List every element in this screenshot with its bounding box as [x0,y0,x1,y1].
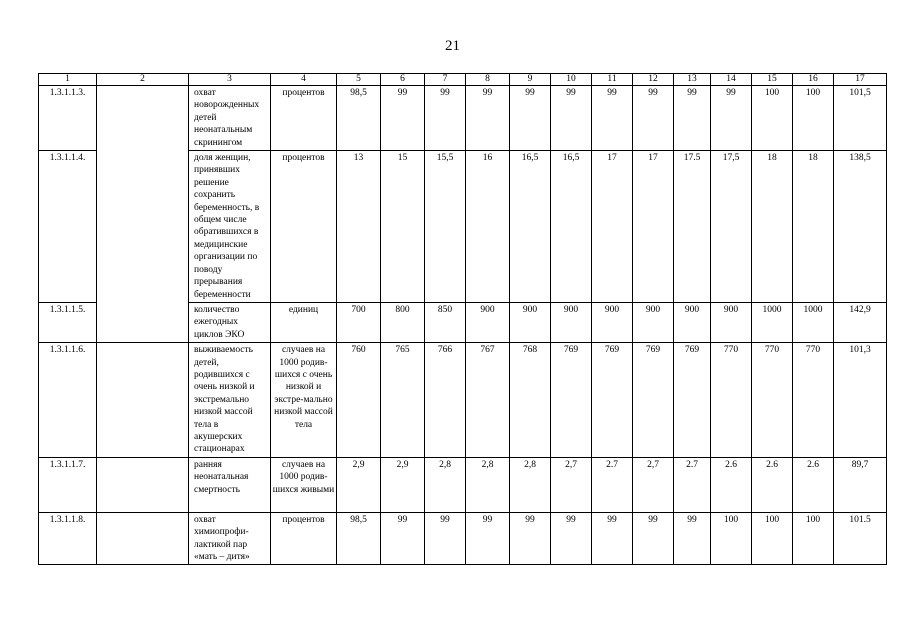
value-cell: 900 [592,302,633,342]
value-cell: 2.7 [592,457,633,512]
header-cell: 17 [834,74,887,86]
row-code-cell: 1.3.1.1.5. [39,302,97,342]
header-cell: 16 [793,74,834,86]
header-cell: 14 [711,74,752,86]
value-cell: 99 [551,86,592,151]
unit-cell: случаев на 1000 родив-шихся с очень низкой и экстре-мально низкой массой тела [271,343,337,458]
row-code-cell: 1.3.1.1.4. [39,151,97,303]
value-cell: 769 [674,343,711,458]
indicator-name-cell: ранняя неонатальная смертность [189,457,271,512]
table-row [39,512,887,565]
header-cell: 9 [510,74,551,86]
value-cell: 2,7 [551,457,592,512]
value-cell: 13 [337,151,381,303]
value-cell: 769 [551,343,592,458]
value-cell: 89,7 [834,457,887,512]
value-cell: 16 [466,151,510,303]
column-2-cell [97,343,189,458]
value-cell: 17 [592,151,633,303]
value-cell: 765 [381,343,425,458]
value-cell: 100 [711,512,752,565]
value-cell: 99 [711,86,752,151]
value-cell: 101.5 [834,512,887,565]
value-cell: 99 [633,86,674,151]
unit-cell: процентов [271,512,337,565]
indicator-table [38,73,887,565]
value-cell: 2.7 [674,457,711,512]
value-cell: 99 [592,512,633,565]
value-cell: 100 [793,86,834,151]
value-cell: 2,9 [381,457,425,512]
value-cell: 769 [633,343,674,458]
header-cell: 13 [674,74,711,86]
value-cell: 101,5 [834,86,887,151]
value-cell: 766 [425,343,466,458]
value-cell: 800 [381,302,425,342]
value-cell: 15 [381,151,425,303]
value-cell: 99 [466,512,510,565]
value-cell: 99 [674,512,711,565]
value-cell: 2.6 [793,457,834,512]
header-row [39,74,887,86]
indicator-name-cell: доля женщин, принявших решение сохранить беременность, в общем числе обратившихся в медицинские организации по поводу прерывания беременности [189,151,271,303]
value-cell: 99 [674,86,711,151]
row-code-cell: 1.3.1.1.8. [39,512,97,565]
unit-cell: случаев на 1000 родив-шихся живыми [271,457,337,512]
value-cell: 99 [551,512,592,565]
value-cell: 900 [633,302,674,342]
header-cell: 7 [425,74,466,86]
value-cell: 99 [592,86,633,151]
value-cell: 1000 [752,302,793,342]
value-cell: 17 [633,151,674,303]
value-cell: 17.5 [674,151,711,303]
value-cell: 99 [425,512,466,565]
value-cell: 15,5 [425,151,466,303]
column-2-cell [97,512,189,565]
value-cell: 100 [752,86,793,151]
value-cell: 100 [793,512,834,565]
header-cell: 11 [592,74,633,86]
header-cell: 2 [97,74,189,86]
value-cell: 99 [425,86,466,151]
value-cell: 99 [466,86,510,151]
value-cell: 769 [592,343,633,458]
value-cell: 17,5 [711,151,752,303]
value-cell: 700 [337,302,381,342]
page-number: 21 [445,38,460,54]
value-cell: 2,8 [466,457,510,512]
header-cell: 5 [337,74,381,86]
header-cell: 4 [271,74,337,86]
value-cell: 2,7 [633,457,674,512]
value-cell: 99 [510,512,551,565]
value-cell: 2.6 [711,457,752,512]
header-cell: 3 [189,74,271,86]
value-cell: 900 [466,302,510,342]
value-cell: 138,5 [834,151,887,303]
value-cell: 100 [752,512,793,565]
header-cell: 8 [466,74,510,86]
row-code-cell: 1.3.1.1.3. [39,86,97,151]
value-cell: 99 [381,512,425,565]
row-code-cell: 1.3.1.1.6. [39,343,97,458]
value-cell: 2,8 [510,457,551,512]
table-row [39,457,887,512]
unit-cell: единиц [271,302,337,342]
value-cell: 2,8 [425,457,466,512]
value-cell: 900 [674,302,711,342]
value-cell: 101,3 [834,343,887,458]
column-2-cell [97,457,189,512]
row-code-cell: 1.3.1.1.7. [39,457,97,512]
value-cell: 760 [337,343,381,458]
value-cell: 98,5 [337,86,381,151]
value-cell: 770 [752,343,793,458]
value-cell: 99 [633,512,674,565]
value-cell: 1000 [793,302,834,342]
value-cell: 767 [466,343,510,458]
header-cell: 6 [381,74,425,86]
merged-column-2-cell [97,86,189,343]
value-cell: 98,5 [337,512,381,565]
value-cell: 768 [510,343,551,458]
value-cell: 142,9 [834,302,887,342]
header-cell: 1 [39,74,97,86]
value-cell: 18 [793,151,834,303]
indicator-name-cell: выживаемость детей, родившихся с очень низкой и экстремально низкой массой тела в акушерских стационарах [189,343,271,458]
unit-cell: процентов [271,86,337,151]
table-row [39,86,887,151]
value-cell: 16,5 [510,151,551,303]
value-cell: 850 [425,302,466,342]
indicator-name-cell: охват новорожденных детей неонатальным скринингом [189,86,271,151]
indicator-name-cell: количество ежегодных циклов ЭКО [189,302,271,342]
value-cell: 18 [752,151,793,303]
value-cell: 2.6 [752,457,793,512]
value-cell: 99 [381,86,425,151]
value-cell: 900 [551,302,592,342]
header-cell: 15 [752,74,793,86]
value-cell: 99 [510,86,551,151]
value-cell: 770 [793,343,834,458]
value-cell: 900 [510,302,551,342]
unit-cell: процентов [271,151,337,303]
value-cell: 900 [711,302,752,342]
value-cell: 770 [711,343,752,458]
table-row [39,343,887,458]
indicator-name-cell: охват химиопрофи-лактикой пар «мать – дитя» [189,512,271,565]
header-cell: 12 [633,74,674,86]
value-cell: 2,9 [337,457,381,512]
header-cell: 10 [551,74,592,86]
value-cell: 16,5 [551,151,592,303]
